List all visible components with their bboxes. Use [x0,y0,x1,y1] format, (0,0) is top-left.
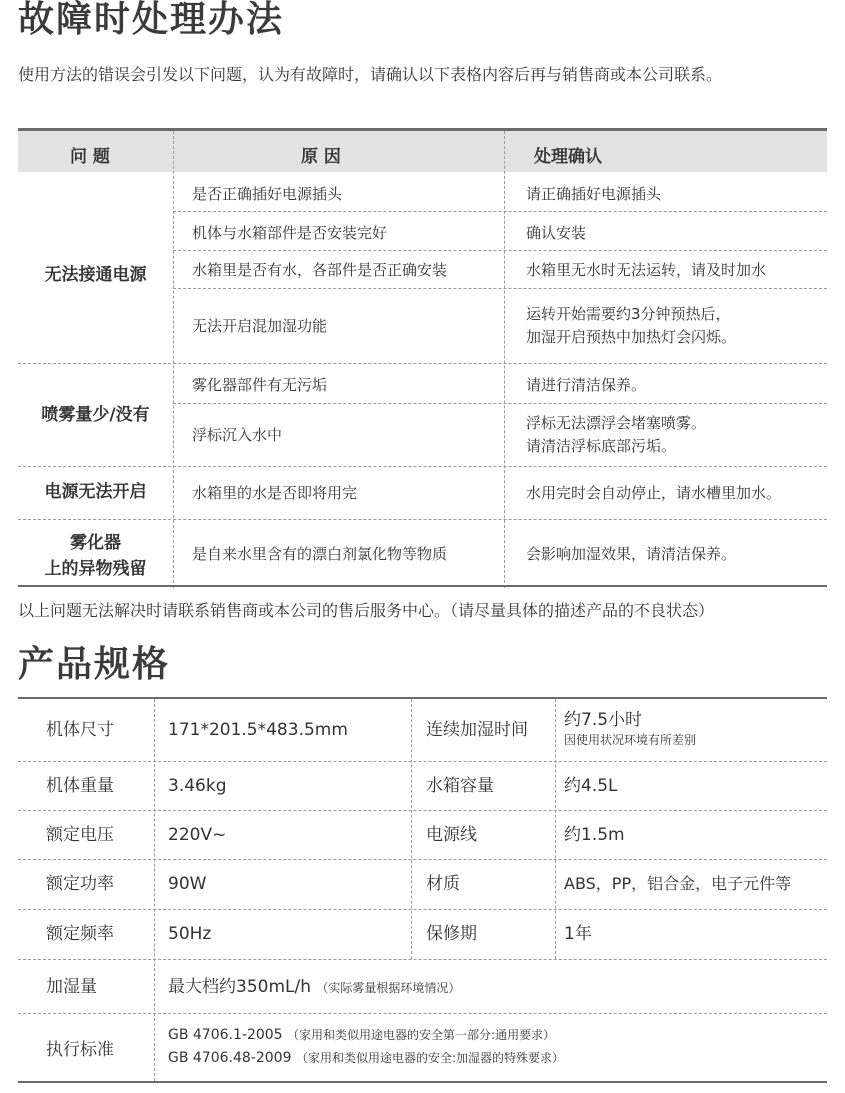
solution-cell: 浮标无法漂浮会堵塞喷雾。 [526,414,707,432]
cause-cell: 是否正确插好电源插头 [192,185,343,203]
solution-cell: 请进行清洁保养。 [526,376,647,394]
spec-label: 机体重量 [46,776,114,796]
standard-desc: （家用和类似用途电器的安全:加湿器的特殊要求） [295,1051,564,1065]
spec-value: 约7.5小时 [564,710,643,730]
spec-label: 额定频率 [46,924,114,944]
header-problem: 问 题 [70,147,110,167]
cause-cell: 是自来水里含有的漂白剂氯化物等物质 [192,545,448,563]
spec-value: 约4.5L [564,776,618,796]
problem-residue: 雾化器 [70,533,121,553]
solution-cell: 请清洁浮标底部污垢。 [526,437,677,455]
problem-cannot-start: 电源无法开启 [44,482,147,502]
standard-code: GB 4706.1-2005 [168,1027,283,1043]
standard-code: GB 4706.48-2009 [168,1050,292,1066]
cause-cell: 机体与水箱部件是否安装完好 [192,224,388,242]
spec-value: 3.46kg [168,776,227,796]
spec-label: 额定功率 [46,874,114,894]
spec-label: 连续加湿时间 [426,720,528,740]
spec-value: 220V~ [168,825,227,845]
solution-cell: 确认安装 [526,224,587,242]
solution-cell: 加湿开启预热中加热灯会闪烁。 [526,328,737,346]
spec-value: 1年 [564,924,592,944]
spec-label: 水箱容量 [426,776,494,796]
spec-label: 机体尺寸 [46,720,114,740]
spec-label: 电源线 [426,825,477,845]
spec-label: 加湿量 [46,977,97,997]
service-note: 以上问题无法解决时请联系销售商或本公司的售后服务中心。（请尽量具体的描述产品的不良状态） [18,601,715,620]
cause-cell: 雾化器部件有无污垢 [192,376,328,394]
problem-residue-line2: 上的异物残留 [44,559,147,579]
spec-label: 执行标准 [46,1040,114,1060]
cause-cell: 无法开启混加湿功能 [192,317,328,335]
trouble-intro: 使用方法的错误会引发以下问题，认为有故障时，请确认以下表格内容后再与销售商或本公司联系。 [18,65,723,84]
trouble-table [18,128,827,588]
cause-cell: 水箱里的水是否即将用完 [192,484,358,502]
cause-cell: 浮标沉入水中 [192,426,283,444]
table-header [18,131,827,172]
header-cause: 原 因 [301,147,341,167]
spec-label: 额定电压 [46,825,114,845]
spec-value: 50Hz [168,924,212,944]
problem-no-power: 无法接通电源 [44,265,147,285]
humidify-note: （实际雾量根据环境情况） [316,981,461,995]
humidify-value [168,975,460,1000]
spec-value: ABS，PP，铝合金，电子元件等 [564,874,792,893]
solution-cell: 水箱里无水时无法运转，请及时加水 [526,261,767,279]
spec-label: 保修期 [426,924,477,944]
cause-cell: 水箱里是否有水，各部件是否正确安装 [192,261,448,279]
specs-title: 产品规格 [18,644,171,685]
specs-table [18,697,827,1083]
spec-value: 171*201.5*483.5mm [168,720,348,740]
standard-desc: （家用和类似用途电器的安全第一部分:通用要求） [287,1028,556,1042]
header-solution: 处理确认 [534,147,602,167]
trouble-title: 故障时处理办法 [18,0,285,40]
problem-low-spray: 喷雾量少/没有 [41,405,150,425]
solution-cell: 请正确插好电源插头 [526,185,662,203]
spec-label: 材质 [426,874,460,894]
solution-cell: 会影响加湿效果，请清洁保养。 [526,545,737,563]
standard-line [168,1048,564,1068]
spec-value: 90W [168,874,207,894]
standard-line [168,1025,555,1045]
spec-value: 约1.5m [564,825,625,845]
spec-note: 因使用状况环境有所差别 [564,733,697,747]
solution-cell: 运转开始需要约3分钟预热后， [526,305,731,323]
solution-cell: 水用完时会自动停止，请水槽里加水。 [526,484,782,502]
humidify-amount: 最大档约350mL/h [168,977,311,997]
